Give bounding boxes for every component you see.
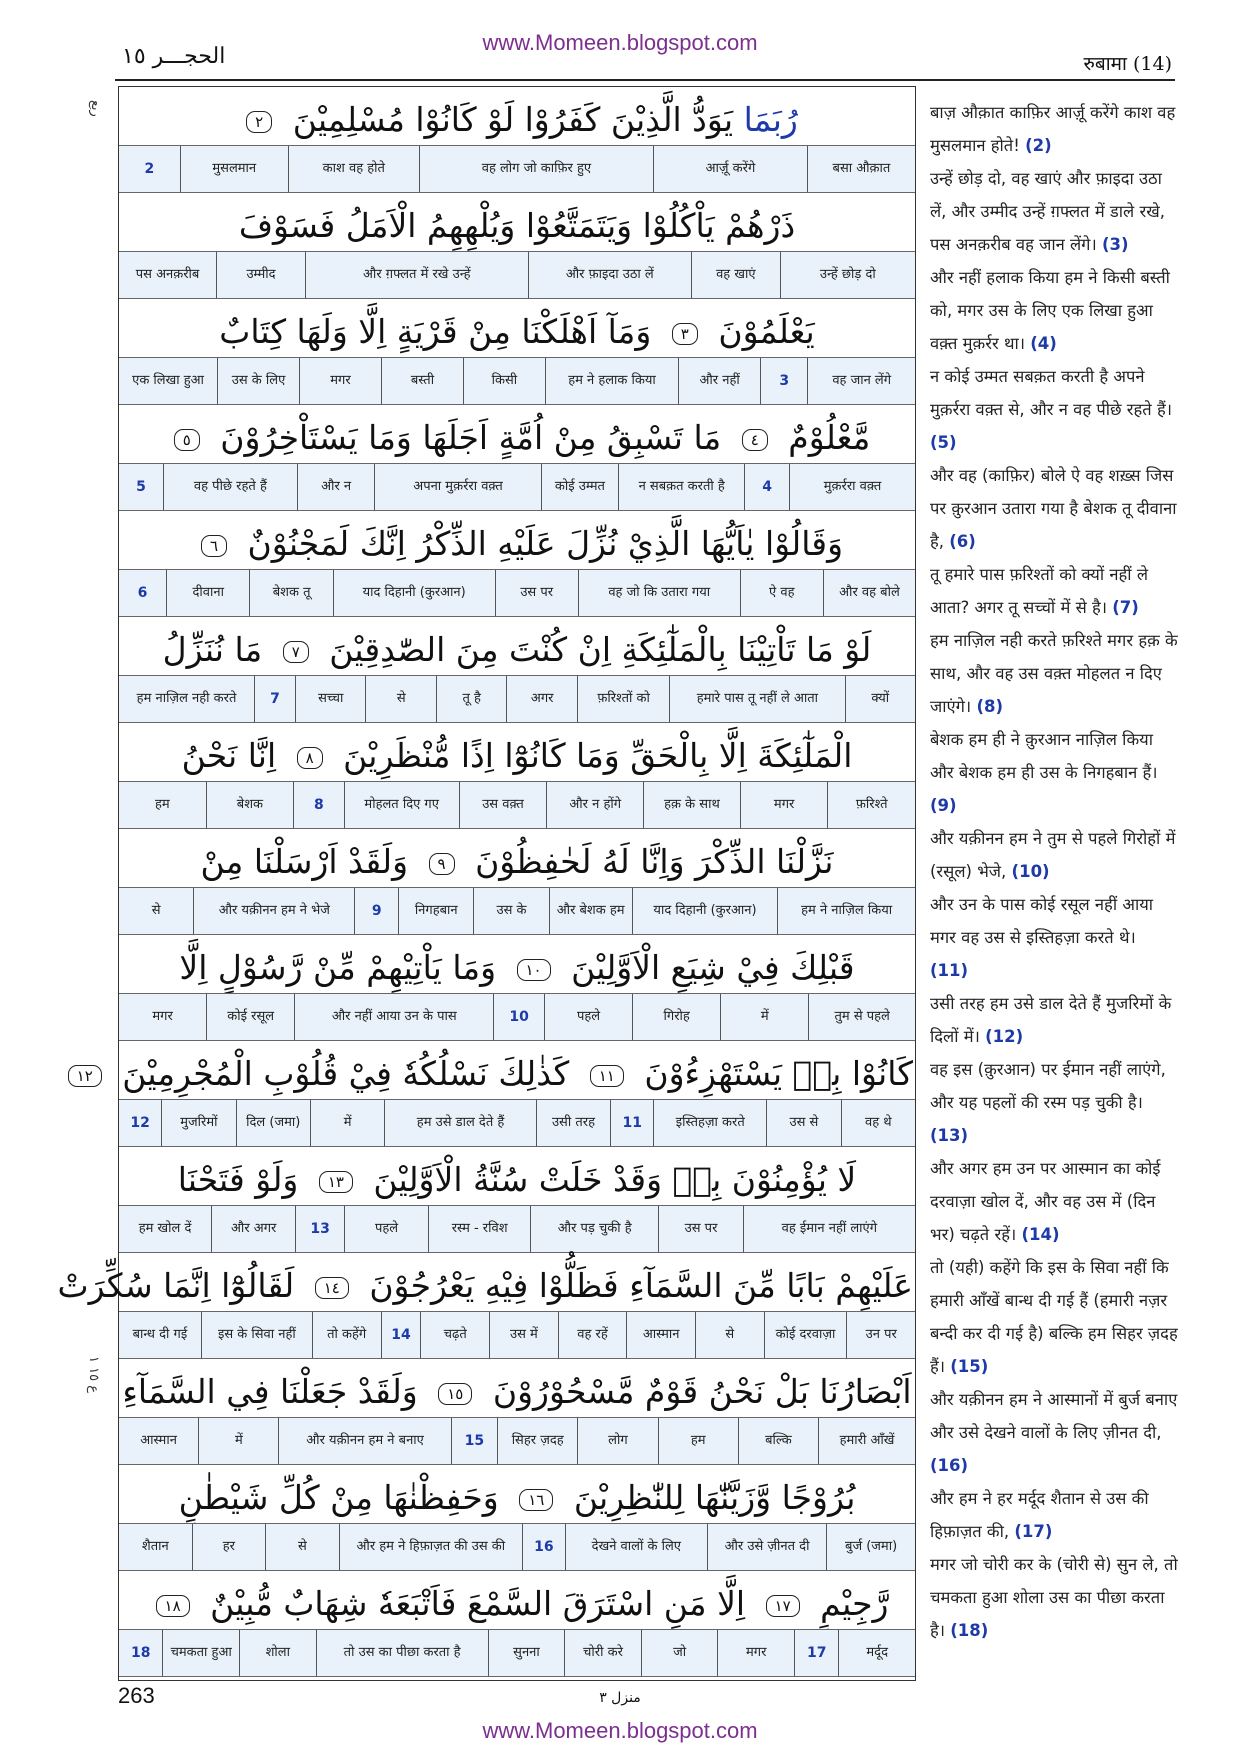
word-meaning-row (119, 993, 915, 1041)
word-cell: एक लिखा हुआ (132, 373, 204, 388)
arabic-verse-line (121, 195, 913, 257)
word-cell-ayah-number: 18 (130, 1645, 151, 1661)
word-meaning-row (119, 1417, 915, 1465)
arabic-text: الْمَلٰٓئِكَةَ اِلَّا بِالْحَقِّ وَمَا كَانُوْٓا اِذًا مُّنْظَرِيْنَ (332, 736, 853, 775)
translation-text: और वह (काफ़िर) बोले ऐ वह शख़्स जिस पर क़ुरआन उतारा गया है बेशक तू दीवाना है, (930, 466, 1177, 551)
translation-text: और हम ने हर मर्दूद शैतान से उस की हिफ़ाज़त की, (930, 1489, 1149, 1541)
arabic-text: وَلَوْ فَتَحْنَا (177, 1160, 309, 1199)
word-cell: शोला (239, 1630, 316, 1676)
arabic-text: مَا نُنَزِّلُ (162, 630, 273, 669)
translation-verse (930, 1060, 1166, 1145)
word-meaning-row (119, 1523, 915, 1571)
word-cell: क्यों (845, 676, 915, 722)
word-cell-ayah-number: 16 (522, 1524, 565, 1570)
ayah-number-marker: ٧ (283, 641, 309, 663)
translation-text: बाज़ औक़ात काफ़िर आर्ज़ू करेंगे काश वह मुसलमान होते! (930, 103, 1176, 155)
word-cell: बल्कि (738, 1418, 818, 1464)
translation-ayah-number: (16) (930, 1456, 969, 1475)
word-cell: हम ने नाज़िल किया (777, 888, 915, 934)
word-cell: मगर (299, 358, 381, 404)
word-cell: और न होंगे (546, 782, 643, 828)
ayah-number-marker: ١١ (590, 1065, 624, 1087)
word-cell: बेशक (206, 782, 294, 828)
translation-text: तू हमारे पास फ़रिश्तों को क्यों नहीं ले आता? अगर तू सच्चों में से है। (930, 565, 1148, 617)
word-cell: और अगर (211, 1206, 295, 1252)
arabic-verse-line (121, 1573, 913, 1635)
word-cell: बस्ती (381, 358, 463, 404)
word-cell: वह पीछे रहते हैं (163, 464, 297, 510)
translation-text: मगर जो चोरी कर के (चोरी से) सुन ले, तो चमकता हुआ शोला उस का पीछा करता है। (930, 1555, 1178, 1640)
word-cell: चमकता हुआ (162, 1630, 239, 1676)
word-cell: हम नाज़िल नही करते (136, 691, 237, 706)
arabic-text: وَحَفِظْنٰهَا مِنْ كُلِّ شَيْطٰنٍ (178, 1478, 510, 1517)
translation-ayah-number: (8) (976, 697, 1004, 716)
word-cell: वह ईमान नहीं लाएंगे (743, 1206, 915, 1252)
word-meaning-row (119, 887, 915, 935)
translation-verse (930, 1159, 1161, 1244)
arabic-verse-line (121, 619, 913, 681)
word-cell: देखने वालों के लिए (565, 1524, 707, 1570)
word-cell: आस्मान (626, 1312, 695, 1358)
arabic-verse-line (121, 1361, 913, 1423)
word-cell: हम (658, 1418, 738, 1464)
ayah-number-marker: ٦ (201, 535, 227, 557)
word-meaning-row (119, 1311, 915, 1359)
translation-text: और अगर हम उन पर आस्मान का कोई दरवाज़ा खोल दें, और वह उस में (दिन भर) चढ़ते रहें। (930, 1159, 1161, 1244)
arabic-verse-line (121, 89, 913, 151)
word-cell-ayah-number: 2 (144, 161, 155, 177)
word-cell: वह थे (841, 1100, 915, 1146)
word-cell: तुम से पहले (808, 994, 915, 1040)
arabic-text: وَلَقَدْ اَرْسَلْنَا مِنْ (200, 842, 419, 881)
translation-verse (930, 103, 1175, 155)
arabic-text: كَانُوْا بِهٖ يَسْتَهْزِءُوْنَ (633, 1054, 913, 1093)
word-cell: गिरोह (632, 994, 720, 1040)
word-cell-ayah-number: 11 (610, 1100, 653, 1146)
word-cell: दीवाना (166, 570, 249, 616)
translation-text: वह इस (क़ुरआन) पर ईमान नहीं लाएंगे, और यह पहलों की रस्म पड़ चुकी है। (930, 1060, 1166, 1112)
word-cell: बान्ध दी गई (132, 1327, 188, 1342)
word-meaning-row (119, 1629, 915, 1677)
arabic-text: لَقَالُوْٓا اِنَّمَا سُكِّرَتْ (57, 1266, 305, 1305)
word-cell: और बेशक हम (549, 888, 632, 934)
arabic-text: رَّجِيْمٍ (809, 1584, 889, 1623)
word-cell: उस वक़्त (459, 782, 547, 828)
arabic-verse-line (76, 1043, 913, 1105)
translation-ayah-number: (15) (950, 1357, 989, 1376)
word-cell: हम ने हलाक किया (545, 358, 678, 404)
word-cell: ऐ वह (740, 570, 823, 616)
word-cell: तो कहेंगे (312, 1312, 381, 1358)
header-rule (115, 79, 1175, 81)
word-cell: पस अनक़रीब (135, 267, 200, 282)
translation-ayah-number: (13) (930, 1126, 969, 1145)
word-meaning-row (119, 251, 915, 299)
translation-text: तो (यही) कहेंगे कि इस के सिवा नहीं कि हमारी आँखें बान्ध दी गई हैं (हमारी नज़र बन्दी कर दी गई है) बल्कि हम सिहर ज़दह हैं। (930, 1258, 1178, 1376)
word-cell: और ग़फ्लत में रखे उन्हें (305, 252, 528, 298)
ayah-number-marker: ٤ (742, 429, 768, 451)
margin-marker-top: ربع (88, 100, 103, 117)
translation-ayah-number: (2) (1025, 136, 1052, 155)
translation-ayah-number: (9) (930, 796, 957, 815)
translation-ayah-number: (3) (1101, 235, 1129, 254)
translation-verse (930, 367, 1172, 452)
word-cell: याद दिहानी (कुरआन) (632, 888, 778, 934)
word-cell: न सबक़त करती है (618, 464, 744, 510)
translation-verse (930, 895, 1153, 980)
word-cell: हम (154, 797, 170, 812)
translation-text: और यक़ीनन हम ने तुम से पहले गिरोहों में (रसूल) भेजे, (930, 829, 1176, 881)
word-cell: फ़रिश्ते (827, 782, 915, 828)
word-cell: मोहलत दिए गए (344, 782, 459, 828)
word-cell: कोई रसूल (206, 994, 294, 1040)
word-cell-ayah-number: 7 (254, 676, 295, 722)
word-cell-ayah-number: 3 (760, 358, 807, 404)
arabic-text: لَا يُؤْمِنُوْنَ بِهٖ وَقَدْ خَلَتْ سُنَّةُ الْاَوَّلِيْنَ (362, 1160, 857, 1199)
word-cell: उसी तरह (536, 1100, 610, 1146)
word-meaning-row (119, 1099, 915, 1147)
manzil-label: منزل ٣ (599, 1690, 641, 1706)
arabic-verse-line (121, 725, 913, 787)
arabic-text: كَذٰلِكَ نَسْلُكُهٗ فِيْ قُلُوْبِ الْمُجْرِمِيْنَ (111, 1054, 580, 1093)
word-cell: कोई उम्मत (541, 464, 619, 510)
word-cell: और नहीं (678, 358, 760, 404)
word-cell: उन पर (846, 1312, 915, 1358)
word-cell: मगर (152, 1009, 173, 1024)
arabic-text: مَّعْلُوْمٌ (777, 418, 871, 457)
word-cell: इस के सिवा नहीं (201, 1312, 312, 1358)
translation-text: उसी तरह हम उसे डाल देते हैं मुजरिमों के दिलों में। (930, 994, 1172, 1046)
translation-verse (930, 1390, 1177, 1475)
translation-verse (930, 829, 1175, 881)
translation-verse (930, 565, 1148, 617)
word-cell: से (151, 903, 161, 918)
arabic-verse-line (121, 831, 913, 893)
translation-ayah-number: (5) (930, 433, 957, 452)
word-cell: उस से (766, 1100, 840, 1146)
word-cell: उस के लिए (217, 358, 299, 404)
word-cell: वह रहें (558, 1312, 627, 1358)
word-cell-ayah-number: 5 (136, 479, 146, 495)
ayah-number-marker: ١٦ (519, 1489, 553, 1511)
translation-verse (930, 994, 1171, 1046)
arabic-verse-line (121, 407, 913, 469)
word-cell: आस्मान (140, 1433, 177, 1448)
translation-verse (930, 466, 1177, 551)
translation-text: न कोई उम्मत सबक़त करती है अपने मुक़र्ररा वक़्त से, और न वह पीछे रहते हैं। (930, 367, 1172, 419)
word-cell: फ़रिश्तों को (577, 676, 669, 722)
surah-header: الحجـــر ١٥ (122, 44, 226, 69)
arabic-text: يَوَدُّ الَّذِيْنَ كَفَرُوْا لَوْ كَانُوْا مُسْلِمِيْنَ (282, 100, 744, 139)
ayah-number-marker: ٣ (672, 323, 698, 345)
translation-ayah-number: (6) (949, 532, 976, 551)
word-cell: बुर्ज (जमा) (826, 1524, 915, 1570)
word-cell: हम उसे डाल देते हैं (384, 1100, 535, 1146)
arabic-verse-line (121, 301, 913, 363)
arabic-text: نَزَّلْنَا الذِّكْرَ وَاِنَّا لَهُ لَحٰفِظُوْنَ (464, 842, 834, 881)
arabic-text: عَلَيْهِمْ بَابًا مِّنَ السَّمَآءِ فَظَلُّوْا فِيْهِ يَعْرُجُوْنَ (358, 1266, 913, 1305)
word-cell-ayah-number: 9 (354, 888, 398, 934)
word-cell: हर (192, 1524, 266, 1570)
translation-text: और यक़ीनन हम ने आस्मानों में बुर्ज बनाए और उसे देखने वालों के लिए ज़ीनत दी, (930, 1390, 1178, 1442)
word-cell: कोई दरवाज़ा (764, 1312, 847, 1358)
word-cell: वह जो कि उतारा गया (578, 570, 740, 616)
word-cell: में (720, 994, 808, 1040)
word-cell: लोग (577, 1418, 657, 1464)
word-cell: और वह बोले (823, 570, 915, 616)
word-cell: वह लोग जो काफ़िर हुए (419, 146, 653, 192)
word-cell: और उसे ज़ीनत दी (707, 1524, 826, 1570)
word-cell: से (365, 676, 435, 722)
word-cell: वह जान लेंगे (807, 358, 915, 404)
word-meaning-row (119, 675, 915, 723)
arabic-verse-line (121, 513, 913, 575)
translation-verse (930, 268, 1170, 353)
word-cell: उस के (473, 888, 548, 934)
word-cell: उस में (489, 1312, 558, 1358)
word-cell: में (310, 1100, 384, 1146)
translation-ayah-number: (14) (1021, 1225, 1060, 1244)
page-number: 263 (118, 1683, 155, 1708)
word-cell: चढ़ते (420, 1312, 489, 1358)
word-meaning-row (119, 781, 915, 829)
word-cell: और फ़ाइदा उठा लें (528, 252, 691, 298)
ayah-number-marker: ١٠ (517, 959, 551, 981)
translation-ayah-number: (17) (1014, 1522, 1053, 1541)
word-cell-ayah-number: 6 (137, 585, 148, 601)
word-cell: चोरी करे (564, 1630, 641, 1676)
translation-verse (930, 1489, 1149, 1541)
word-cell: और पड़ चुकी है (530, 1206, 658, 1252)
arabic-text: وَلَقَدْ جَعَلْنَا فِي السَّمَآءِ (122, 1372, 429, 1411)
word-cell: किसी (463, 358, 545, 404)
word-cell-ayah-number: 8 (293, 782, 343, 828)
translation-verse (930, 1555, 1178, 1640)
word-meaning-row (119, 463, 915, 511)
word-cell: दिल (जमा) (236, 1100, 310, 1146)
translation-text: हम नाज़िल नही करते फ़रिश्ते मगर हक़ के साथ, और वह उस वक़्त मोहलत न दिए जाएंगे। (930, 631, 1178, 716)
translation-verse (930, 631, 1178, 716)
word-cell: में (198, 1418, 278, 1464)
arabic-verse-line (121, 1149, 913, 1211)
arabic-verse-line (121, 937, 913, 999)
arabic-text: وَمَا يَاْتِيْهِمْ مِّنْ رَّسُوْلٍ اِلَّا (179, 948, 507, 987)
ayah-number-marker: ١٣ (319, 1171, 353, 1193)
word-cell-ayah-number: 15 (451, 1418, 497, 1464)
word-cell: और यक़ीनन हम ने बनाए (278, 1418, 450, 1464)
word-cell-ayah-number: 10 (493, 994, 544, 1040)
word-cell-ayah-number: 13 (295, 1206, 344, 1252)
word-cell: और न (297, 464, 375, 510)
translation-ayah-number: (18) (950, 1621, 989, 1640)
word-cell: अगर (506, 676, 576, 722)
ayah-number-marker: ٥ (174, 429, 200, 451)
ayah-number-marker: ٩ (429, 853, 455, 875)
translation-ayah-number: (12) (985, 1027, 1024, 1046)
arabic-text: رُبَمَا (743, 100, 798, 139)
word-cell: हक़ के साथ (643, 782, 740, 828)
ayah-number-marker: ٨ (297, 747, 323, 769)
word-cell: से (695, 1312, 764, 1358)
word-cell: सुनना (488, 1630, 565, 1676)
word-cell: तू है (436, 676, 506, 722)
translation-text: और नहीं हलाक किया हम ने किसी बस्ती को, मगर उस के लिए एक लिखा हुआ वक़्त मुक़र्रर था। (930, 268, 1170, 353)
word-cell-ayah-number: 4 (744, 464, 789, 510)
translation-verse (930, 1258, 1178, 1376)
ayah-number-marker: ٢ (246, 111, 272, 133)
word-cell: हम खोल दें (138, 1221, 192, 1236)
word-cell: अपना मुक़र्ररा वक़्त (374, 464, 540, 510)
arabic-text: وَقَالُوْا يٰاَيُّهَا الَّذِيْ نُزِّلَ عَلَيْهِ الذِّكْرُ اِنَّكَ لَمَجْنُوْنٌ (237, 524, 844, 563)
word-cell: निगहबान (398, 888, 473, 934)
arabic-text: يَعْلَمُوْنَ (707, 312, 815, 351)
word-cell: इस्तिहज़ा करते (653, 1100, 766, 1146)
ayah-number-marker: ١٨ (156, 1595, 190, 1617)
arabic-text: لَوْ مَا تَاْتِيْنَا بِالْمَلٰٓئِكَةِ اِنْ كُنْتَ مِنَ الصّٰدِقِيْنَ (318, 630, 872, 669)
site-url-bottom[interactable]: www.Momeen.blogspot.com (482, 1718, 758, 1743)
ayah-number-marker: ١٢ (68, 1065, 102, 1087)
word-cell: बेशक तू (249, 570, 332, 616)
word-cell: उन्हें छोड़ दो (780, 252, 915, 298)
arabic-verse-line (57, 1255, 913, 1317)
word-cell: हमारी आँखें (818, 1418, 915, 1464)
arabic-text: اِنَّا نَحْنُ (181, 736, 287, 775)
word-cell: से (265, 1524, 339, 1570)
translation-verse (930, 169, 1165, 254)
word-cell: सिहर ज़दह (497, 1418, 577, 1464)
arabic-text: اَبْصَارُنَا بَلْ نَحْنُ قَوْمٌ مَّسْحُوْرُوْنَ (482, 1372, 912, 1411)
word-meaning-row (119, 569, 915, 617)
word-cell: याद दिहानी (कुरआन) (333, 570, 495, 616)
word-cell: पहले (544, 994, 632, 1040)
word-meaning-row (119, 1205, 915, 1253)
word-cell: मुसलमान (180, 146, 288, 192)
word-cell: और नहीं आया उन के पास (294, 994, 493, 1040)
word-cell: मगर (740, 782, 828, 828)
translation-ayah-number: (10) (1011, 862, 1050, 881)
word-cell: उस पर (658, 1206, 742, 1252)
word-cell: उम्मीद (216, 252, 305, 298)
arabic-text: ذَرْهُمْ يَاْكُلُوْا وَيَتَمَتَّعُوْا وَيُلْهِهِمُ الْاَمَلُ فَسَوْفَ (238, 206, 796, 245)
translation-ayah-number: (4) (1030, 334, 1057, 353)
translation-text: और उन के पास कोई रसूल नहीं आया मगर वह उस से इस्तिहज़ा करते थे। (930, 895, 1154, 947)
ayah-number-marker: ١٧ (766, 1595, 800, 1617)
word-cell-ayah-number: 12 (130, 1115, 150, 1131)
word-cell: तो उस का पीछा करता है (316, 1630, 488, 1676)
word-meaning-row (119, 357, 915, 405)
word-cell: मगर (717, 1630, 794, 1676)
word-cell: जो (641, 1630, 718, 1676)
translation-ayah-number: (7) (1112, 598, 1139, 617)
translation-verse (930, 730, 1158, 815)
translation-column (930, 96, 1178, 1647)
translation-ayah-number: (11) (930, 961, 969, 980)
word-meaning-row (119, 145, 915, 193)
word-cell: वह खाएं (691, 252, 780, 298)
word-cell: मुजरिमों (161, 1100, 235, 1146)
arabic-text: وَمَآ اَهْلَكْنَا مِنْ قَرْيَةٍ اِلَّا وَلَهَا كِتَابٌ (219, 312, 662, 351)
word-cell: बसा औक़ात (807, 146, 915, 192)
arabic-text: بُرُوْجًا وَّزَيَّنّٰهَا لِلنّٰظِرِيْنَ (563, 1478, 856, 1517)
arabic-text: قَبْلِكَ فِيْ شِيَعِ الْاَوَّلِيْنَ (560, 948, 855, 987)
word-cell: काश वह होते (288, 146, 419, 192)
ayah-number-marker: ١٤ (315, 1277, 349, 1299)
para-header: रुबामा (14) (1083, 53, 1172, 75)
translation-text: उन्हें छोड़ दो, वह खाएं और फ़ाइदा उठा लें, और उम्मीद उन्हें ग़फ्लत में डाले रखे, पस अनक़रीब वह जान लेंगे। (930, 169, 1165, 254)
word-cell: रस्म - रविश (428, 1206, 530, 1252)
word-cell: मुक़र्ररा वक़्त (789, 464, 915, 510)
word-cell: और हम ने हिफ़ाज़त की उस की (339, 1524, 522, 1570)
word-cell: उस पर (495, 570, 578, 616)
word-cell: हमारे पास तू नहीं ले आता (669, 676, 844, 722)
arabic-text: اِلَّا مَنِ اسْتَرَقَ السَّمْعَ فَاَتْبَعَهٗ شِهَابٌ مُّبِيْنٌ (199, 1584, 756, 1623)
word-cell: सच्चा (295, 676, 365, 722)
arabic-text: مَا تَسْبِقُ مِنْ اُمَّةٍ اَجَلَهَا وَمَا يَسْتَاْخِرُوْنَ (209, 418, 732, 457)
word-cell-ayah-number: 14 (381, 1312, 421, 1358)
word-cell: और यक़ीनन हम ने भेजे (193, 888, 354, 934)
word-cell: पहले (344, 1206, 428, 1252)
margin-marker-ruku: ع ١٥ ١ (86, 1356, 101, 1393)
translation-text: बेशक हम ही ने क़ुरआन नाज़िल किया और बेशक हम ही उस के निगहबान हैं। (930, 730, 1158, 782)
site-url-top[interactable]: www.Momeen.blogspot.com (482, 30, 758, 55)
word-cell: शैतान (141, 1539, 169, 1554)
ayah-number-marker: ١٥ (438, 1383, 472, 1405)
arabic-verse-line (121, 1467, 913, 1529)
word-cell: आर्ज़ू करेंगे (653, 146, 807, 192)
word-cell-ayah-number: 17 (794, 1630, 838, 1676)
word-cell: मर्दूद (838, 1630, 915, 1676)
